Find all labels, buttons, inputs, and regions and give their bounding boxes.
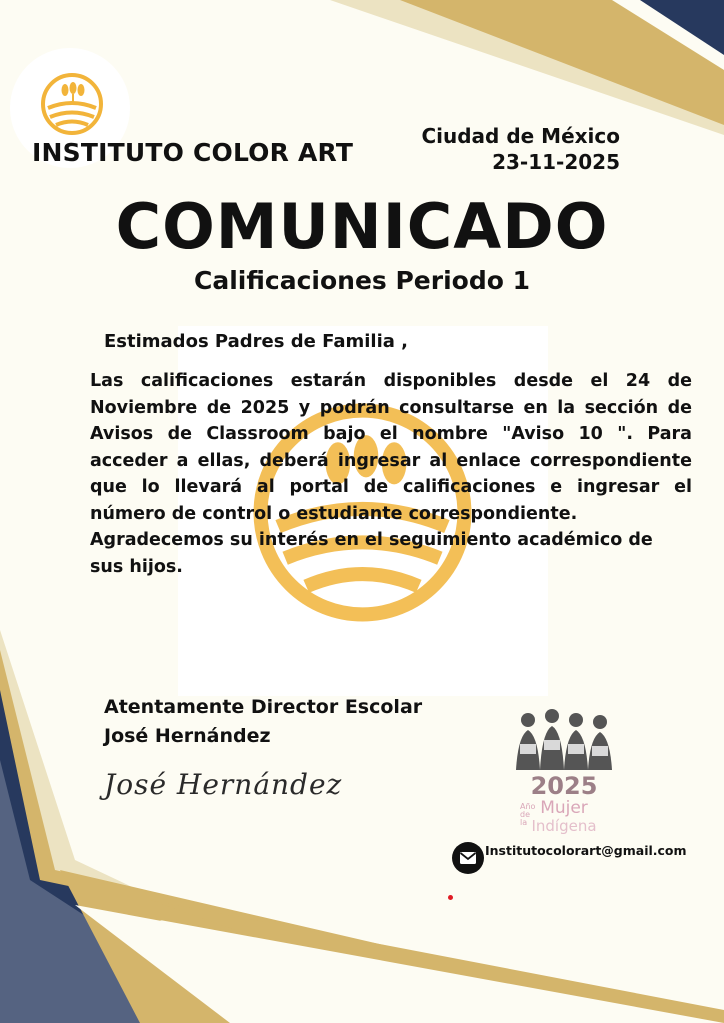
letter-paragraph: Las calificaciones estarán disponibles desde el 24 de Noviembre de 2025 y podrán consultarse en la sección de Avisos de Classroom bajo el nombre "Aviso 10 ". Para acceder a ellas, deberá ingresar al enlace correspondiente que lo llevará al portal de calificaciones e ingresar el número de control o estudiante correspondiente.: [90, 371, 692, 524]
handwritten-signature: José Hernández: [104, 768, 343, 801]
page-title: COMUNICADO: [115, 190, 609, 263]
red-dot: [448, 895, 453, 900]
indigenous-women-illustration: [506, 700, 622, 772]
city: Ciudad de México: [421, 124, 620, 148]
badge-indigena: Indígena: [531, 817, 597, 835]
signature-name: José Hernández: [104, 725, 271, 747]
badge-mujer: Mujer: [540, 798, 588, 818]
badge-year: 2025: [530, 772, 598, 800]
greeting: Estimados Padres de Familia ,: [104, 331, 408, 352]
school-logo-icon: [40, 72, 104, 136]
city-date-block: [421, 123, 620, 175]
contact-email[interactable]: Institutocolorart@gmail.com: [485, 843, 687, 858]
date: 23-11-2025: [492, 150, 620, 174]
year-badge: [506, 700, 622, 840]
letter-paragraph: Agradecemos su interés en el seguimiento académico de sus hijos.: [90, 530, 653, 577]
signature-title: Atentamente Director Escolar: [104, 696, 423, 718]
school-name: INSTITUTO COLOR ART: [32, 138, 354, 167]
badge-ano: Año de la: [520, 802, 536, 827]
letter-body: [90, 368, 692, 580]
page-subtitle: Calificaciones Periodo 1: [194, 266, 530, 295]
envelope-icon: [452, 842, 484, 874]
